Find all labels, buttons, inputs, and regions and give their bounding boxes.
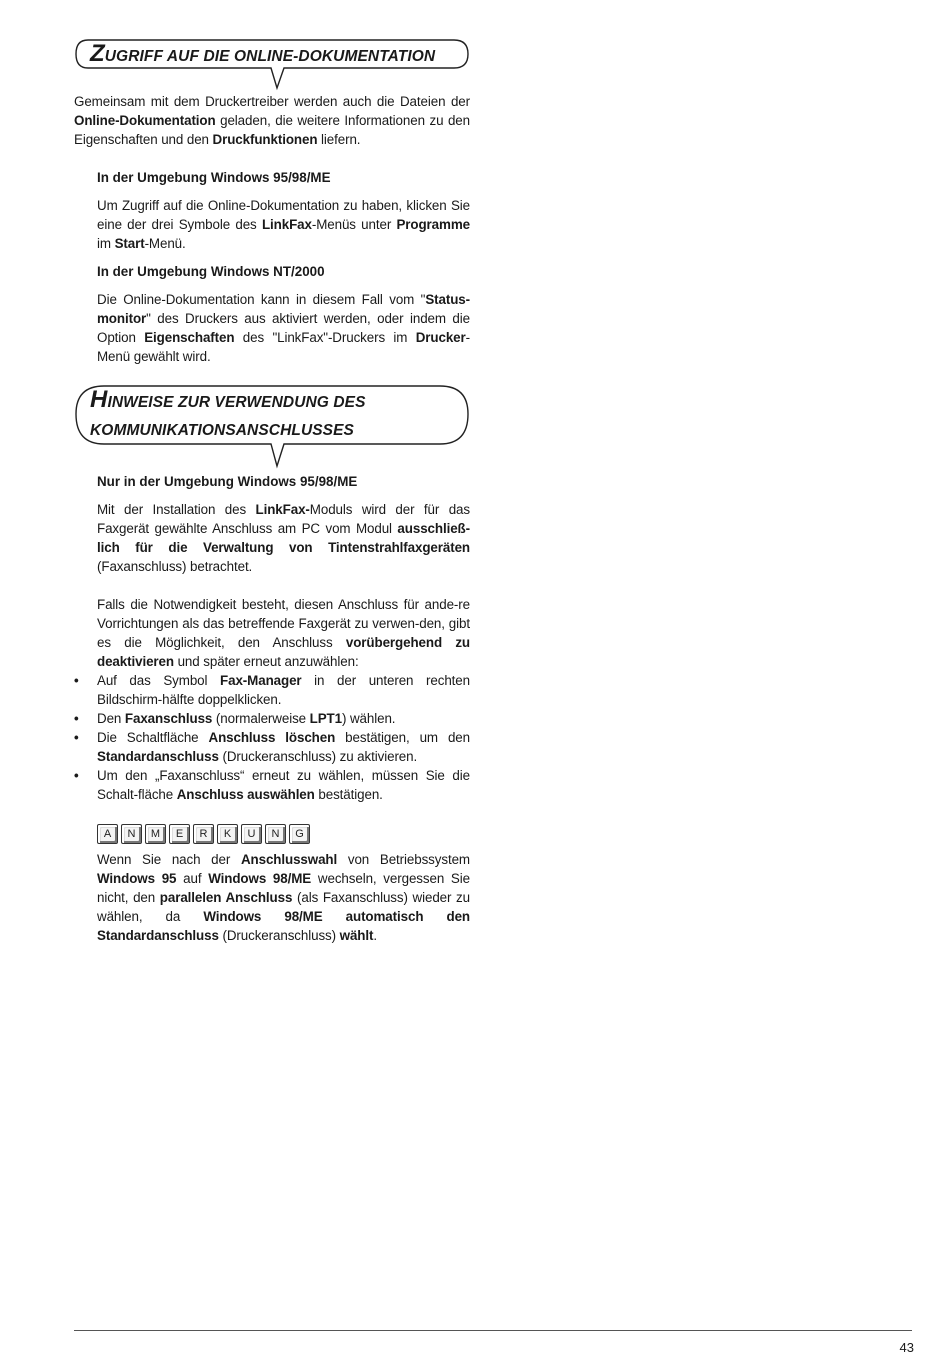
paragraph-linkfax-module: Mit der Installation des LinkFax-Moduls wird der für das Faxgerät gewählte Anschluss am PC vom Modul ausschließ-lich für die Verwaltung von Tintenstrahlfaxgeräten (Faxanschluss) betrachtet. [97, 502, 470, 574]
subheading-win9x: In der Umgebung Windows 95/98/ME [97, 170, 331, 185]
section-title-line2: KOMMUNIKATIONSANSCHLUSSES [90, 422, 354, 439]
paragraph-deactivate-port: Falls die Notwendigkeit besteht, diesen Anschluss für ande-re Vorrichtungen als das betreffende Faxgerät zu verwen-den, gibt es die Möglichkeit, den Anschluss vorübergehend zu deaktivieren und später erneut anzuwählen: [97, 597, 471, 669]
paragraph-winnt: Die Online-Dokumentation kann in diesem Fall vom "Status-monitor" des Druckers aus aktiviert werden, oder indem die Option Eigenschaften des "LinkFax"-Druckers im Drucker-Menü gewählt wird. [97, 292, 470, 364]
list-item: • Um den „Faxanschluss“ erneut zu wählen, müssen Sie die Schalt-fläche Anschluss auswählen bestätigen. [74, 768, 470, 802]
keycap: M [145, 824, 166, 844]
keycap: K [217, 824, 238, 844]
subheading-win9x-only: Nur in der Umgebung Windows 95/98/ME [97, 474, 358, 489]
paragraph-win9x: Um Zugriff auf die Online-Dokumentation zu haben, klicken Sie eine der drei Symbole des LinkFax-Menüs unter Programme im Start-Menü. [97, 198, 470, 251]
section-title-line1: HINWEISE ZUR VERWENDUNG DES [90, 386, 366, 413]
note-paragraph: Wenn Sie nach der Anschlusswahl von Betriebssystem Windows 95 auf Windows 98/ME wechseln, vergessen Sie nicht, den parallelen Anschluss (als Faxanschluss) wieder zu wählen, da Windows 98/ME automatisch den Standardanschluss (Druckeranschluss) wählt. [97, 852, 470, 943]
keycap: N [265, 824, 286, 844]
footer-divider [74, 1330, 912, 1331]
intro-paragraph: Gemeinsam mit dem Druckertreiber werden auch die Dateien der Online-Dokumentation geladen, die weitere Informationen zu den Eigenschaften und den Druckfunktionen liefern. [74, 94, 470, 147]
steps-list [74, 671, 470, 804]
list-item: • Auf das Symbol Fax-Manager in der unteren rechten Bildschirm-hälfte doppelklicken. [74, 673, 470, 707]
keycap: A [97, 824, 118, 844]
page-number: 43 [899, 1340, 914, 1355]
keycap: E [169, 824, 190, 844]
keycap: G [289, 824, 310, 844]
list-item: • Den Faxanschluss (normalerweise LPT1) wählen. [74, 711, 396, 726]
list-item: • Die Schaltfläche Anschluss löschen bestätigen, um den Standardanschluss (Druckeranschluss) zu aktivieren. [74, 730, 470, 764]
keycap: U [241, 824, 262, 844]
keycap: N [121, 824, 142, 844]
section-banner-port-notes [74, 384, 470, 472]
keycap: R [193, 824, 214, 844]
subheading-winnt: In der Umgebung Windows NT/2000 [97, 264, 325, 279]
note-keycap-label [97, 824, 310, 844]
section-title: ZUGRIFF AUF DIE ONLINE-DOKUMENTATION [90, 40, 436, 67]
section-banner-online-documentation [74, 38, 470, 94]
